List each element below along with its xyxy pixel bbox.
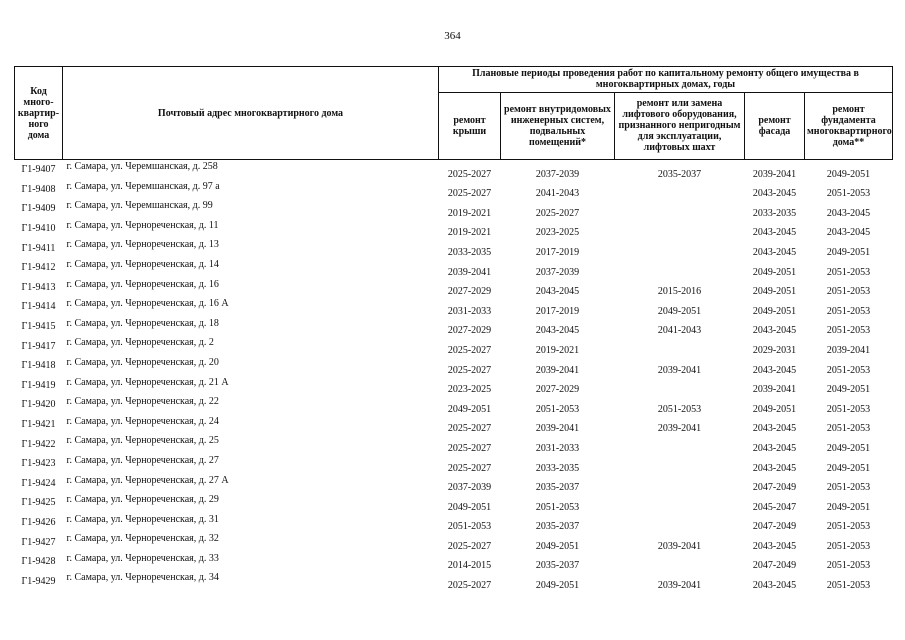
cell-address: г. Самара, ул. Чернореченская, д. 33 — [66, 552, 219, 564]
cell-roof: 2025-2027 — [447, 462, 492, 474]
cell-roof: 2023-2025 — [447, 384, 492, 396]
cell-address: г. Самара, ул. Чернореченская, д. 25 — [66, 435, 219, 447]
cell-elevator — [615, 376, 745, 396]
cell-elevator: 2049-2051 — [657, 305, 702, 317]
cell-foundation: 2051-2053 — [826, 580, 871, 592]
cell-elevator — [615, 434, 745, 454]
cell-roof: 2049-2051 — [447, 501, 492, 513]
table-row — [15, 552, 893, 572]
cell-roof: 2025-2027 — [439, 160, 501, 180]
cell-internal-systems: 2017-2019 — [535, 246, 580, 258]
cell-facade: 2029-2031 — [752, 344, 797, 356]
cell-address: г. Самара, ул. Чернореченская, д. 24 — [66, 415, 219, 427]
table-row — [15, 434, 893, 454]
cell-code: Г1-9410 — [21, 223, 56, 235]
cell-foundation: 2051-2053 — [826, 423, 871, 435]
cell-foundation: 2051-2053 — [826, 325, 871, 337]
table-row — [15, 532, 893, 552]
table-row — [15, 454, 893, 474]
cell-roof: 2051-2053 — [447, 521, 492, 533]
cell-internal-systems: 2031-2033 — [535, 442, 580, 454]
cell-facade: 2043-2045 — [752, 540, 797, 552]
cell-roof: 2031-2033 — [447, 305, 492, 317]
table-row — [15, 336, 893, 356]
table-row — [15, 258, 893, 278]
cell-elevator — [615, 258, 745, 278]
cell-roof: 2025-2027 — [447, 442, 492, 454]
capital-repair-table — [14, 66, 893, 591]
header-foundation: ремонт фундамента многоквартирного дома** — [805, 92, 893, 159]
cell-elevator — [615, 552, 745, 572]
cell-facade: 2047-2049 — [752, 482, 797, 494]
table-row — [15, 238, 893, 258]
cell-facade: 2033-2035 — [752, 207, 797, 219]
cell-facade: 2047-2049 — [752, 560, 797, 572]
cell-address: г. Самара, ул. Черемшанская, д. 97 а — [66, 180, 220, 192]
cell-internal-systems: 2023-2025 — [535, 227, 580, 239]
cell-roof: 2033-2035 — [447, 246, 492, 258]
cell-facade: 2043-2045 — [752, 325, 797, 337]
header-code: Код много-квартир-ного дома — [15, 67, 63, 160]
cell-internal-systems: 2051-2053 — [535, 403, 580, 415]
cell-internal-systems: 2037-2039 — [535, 266, 580, 278]
cell-foundation: 2049-2051 — [826, 246, 871, 258]
cell-address: г. Самара, ул. Чернореченская, д. 31 — [66, 513, 219, 525]
cell-internal-systems: 2035-2037 — [535, 521, 580, 533]
cell-foundation: 2051-2053 — [826, 266, 871, 278]
cell-foundation: 2051-2053 — [826, 560, 871, 572]
cell-roof: 2025-2027 — [447, 188, 492, 200]
cell-facade: 2049-2051 — [752, 305, 797, 317]
cell-roof: 2019-2021 — [447, 207, 492, 219]
cell-foundation: 2049-2051 — [826, 384, 871, 396]
cell-code: Г1-9408 — [21, 183, 56, 195]
cell-elevator — [615, 454, 745, 474]
table-row — [15, 297, 893, 317]
cell-address: г. Самара, ул. Чернореченская, д. 21 А — [66, 376, 229, 388]
cell-foundation: 2051-2053 — [826, 482, 871, 494]
cell-facade: 2045-2047 — [752, 501, 797, 513]
cell-internal-systems: 2027-2029 — [535, 384, 580, 396]
cell-internal-systems: 2017-2019 — [535, 305, 580, 317]
cell-internal-systems: 2035-2037 — [535, 560, 580, 572]
table-row — [15, 571, 893, 591]
cell-elevator — [615, 336, 745, 356]
header-internal-systems: ремонт внутридомовых инженерных систем, подвальных помещений* — [501, 92, 615, 159]
table-row — [15, 493, 893, 513]
cell-address: г. Самара, ул. Чернореченская, д. 16 — [66, 278, 219, 290]
cell-foundation: 2051-2053 — [826, 540, 871, 552]
cell-facade: 2047-2049 — [752, 521, 797, 533]
cell-code: Г1-9414 — [21, 301, 56, 313]
cell-elevator: 2015-2016 — [657, 286, 702, 298]
cell-address: г. Самара, ул. Чернореченская, д. 2 — [66, 337, 214, 349]
cell-code: Г1-9413 — [21, 281, 56, 293]
cell-internal-systems: 2025-2027 — [535, 207, 580, 219]
cell-elevator: 2039-2041 — [657, 364, 702, 376]
cell-code: Г1-9415 — [21, 321, 56, 333]
cell-roof: 2027-2029 — [447, 325, 492, 337]
cell-elevator — [615, 180, 745, 200]
cell-address: г. Самара, ул. Чернореченская, д. 27 А — [66, 474, 229, 486]
table-row — [15, 199, 893, 219]
cell-elevator: 2039-2041 — [657, 423, 702, 435]
table-row — [15, 317, 893, 337]
cell-roof: 2025-2027 — [447, 540, 492, 552]
cell-roof: 2037-2039 — [447, 482, 492, 494]
cell-address: г. Самара, ул. Чернореченская, д. 16 А — [66, 298, 229, 310]
cell-roof: 2025-2027 — [447, 344, 492, 356]
cell-address: г. Самара, ул. Чернореченская, д. 14 — [66, 258, 219, 270]
cell-roof: 2025-2027 — [447, 580, 492, 592]
header-facade: ремонт фасада — [745, 92, 805, 159]
cell-elevator: 2039-2041 — [657, 580, 702, 592]
cell-code: Г1-9420 — [21, 399, 56, 411]
cell-facade: 2039-2041 — [752, 384, 797, 396]
cell-internal-systems: 2035-2037 — [535, 482, 580, 494]
cell-elevator: 2039-2041 — [657, 540, 702, 552]
cell-roof: 2049-2051 — [447, 403, 492, 415]
cell-facade: 2043-2045 — [752, 188, 797, 200]
cell-roof: 2025-2027 — [447, 364, 492, 376]
cell-elevator — [615, 474, 745, 494]
cell-roof: 2039-2041 — [447, 266, 492, 278]
cell-code: Г1-9418 — [21, 360, 56, 372]
cell-address: г. Самара, ул. Чернореченская, д. 20 — [66, 356, 219, 368]
cell-roof: 2019-2021 — [447, 227, 492, 239]
cell-address: г. Самара, ул. Чернореченская, д. 34 — [66, 572, 219, 584]
cell-facade: 2039-2041 — [745, 160, 805, 180]
cell-facade: 2043-2045 — [752, 364, 797, 376]
cell-foundation: 2043-2045 — [826, 227, 871, 239]
cell-foundation: 2051-2053 — [826, 403, 871, 415]
cell-code: Г1-9419 — [21, 379, 56, 391]
cell-internal-systems: 2049-2051 — [535, 540, 580, 552]
cell-address: г. Самара, ул. Чернореченская, д. 27 — [66, 454, 219, 466]
cell-address: г. Самара, ул. Чернореченская, д. 18 — [66, 317, 219, 329]
cell-foundation: 2049-2051 — [826, 462, 871, 474]
cell-address: г. Самара, ул. Чернореченская, д. 29 — [66, 494, 219, 506]
cell-facade: 2043-2045 — [752, 580, 797, 592]
cell-elevator — [615, 493, 745, 513]
cell-facade: 2043-2045 — [752, 423, 797, 435]
header-periods-group: Плановые периоды проведения работ по капитальному ремонту общего имущества в многоквартирных домах, годы — [439, 67, 893, 93]
table-body — [15, 160, 893, 592]
cell-address: г. Самара, ул. Чернореченская, д. 22 — [66, 396, 219, 408]
cell-foundation: 2049-2051 — [826, 442, 871, 454]
cell-code: Г1-9427 — [21, 536, 56, 548]
cell-code: Г1-9412 — [21, 262, 56, 274]
cell-address: г. Самара, ул. Черноречeнская, д. 11 — [66, 219, 219, 231]
cell-elevator — [615, 238, 745, 258]
cell-internal-systems: 2043-2045 — [535, 325, 580, 337]
table-row — [15, 474, 893, 494]
cell-code: Г1-9417 — [21, 340, 56, 352]
cell-code: Г1-9421 — [21, 419, 56, 431]
cell-roof: 2025-2027 — [447, 423, 492, 435]
cell-internal-systems: 2019-2021 — [535, 344, 580, 356]
cell-internal-systems: 2033-2035 — [535, 462, 580, 474]
header-address: Почтовый адрес многоквартирного дома — [63, 67, 439, 160]
cell-elevator: 2041-2043 — [657, 325, 702, 337]
table-row — [15, 160, 893, 180]
cell-foundation: 2051-2053 — [826, 305, 871, 317]
cell-facade: 2043-2045 — [752, 227, 797, 239]
cell-foundation: 2049-2051 — [826, 501, 871, 513]
cell-code: Г1-9426 — [21, 516, 56, 528]
cell-foundation: 2051-2053 — [826, 286, 871, 298]
cell-foundation: 2051-2053 — [826, 521, 871, 533]
cell-elevator — [615, 219, 745, 239]
table-row — [15, 180, 893, 200]
cell-facade: 2043-2045 — [752, 442, 797, 454]
cell-foundation: 2051-2053 — [826, 364, 871, 376]
cell-address: г. Самара, ул. Чернореченская, д. 13 — [66, 239, 219, 251]
cell-internal-systems: 2039-2041 — [535, 423, 580, 435]
cell-address: г. Самара, ул. Чернореченская, д. 32 — [66, 533, 219, 545]
cell-internal-systems: 2037-2039 — [501, 160, 615, 180]
header-roof: ремонт крыши — [439, 92, 501, 159]
cell-elevator: 2035-2037 — [615, 160, 745, 180]
cell-foundation: 2049-2051 — [805, 160, 893, 180]
cell-internal-systems: 2043-2045 — [535, 286, 580, 298]
table-row — [15, 415, 893, 435]
header-elevator: ремонт или замена лифтового оборудования, признанного непригодным для эксплуатации, лифтовых шахт — [615, 92, 745, 159]
cell-code: Г1-9409 — [21, 203, 56, 215]
cell-facade: 2043-2045 — [752, 246, 797, 258]
table-row — [15, 513, 893, 533]
cell-facade: 2049-2051 — [752, 403, 797, 415]
table-row — [15, 278, 893, 298]
cell-address: г. Самара, ул. Черемшанская, д. 258 — [63, 160, 439, 180]
cell-foundation: 2051-2053 — [826, 188, 871, 200]
cell-elevator — [615, 513, 745, 533]
cell-code: Г1-9429 — [21, 575, 56, 587]
cell-code: Г1-9428 — [21, 556, 56, 568]
table-row — [15, 395, 893, 415]
cell-roof: 2027-2029 — [447, 286, 492, 298]
cell-code: Г1-9411 — [21, 242, 56, 254]
cell-facade: 2043-2045 — [752, 462, 797, 474]
page-number: 364 — [444, 30, 461, 42]
cell-facade: 2049-2051 — [752, 286, 797, 298]
cell-foundation: 2043-2045 — [826, 207, 871, 219]
cell-internal-systems: 2051-2053 — [535, 501, 580, 513]
table-row — [15, 376, 893, 396]
table-row — [15, 219, 893, 239]
cell-internal-systems: 2039-2041 — [535, 364, 580, 376]
cell-internal-systems: 2049-2051 — [535, 580, 580, 592]
cell-code: Г1-9423 — [21, 458, 56, 470]
cell-elevator: 2051-2053 — [657, 403, 702, 415]
cell-code: Г1-9424 — [21, 477, 56, 489]
cell-internal-systems: 2041-2043 — [535, 188, 580, 200]
cell-code: Г1-9422 — [21, 438, 56, 450]
cell-elevator — [615, 199, 745, 219]
table-row — [15, 356, 893, 376]
cell-address: г. Самара, ул. Черемшанская, д. 99 — [66, 200, 213, 212]
cell-roof: 2014-2015 — [447, 560, 492, 572]
cell-code: Г1-9407 — [15, 160, 63, 180]
cell-facade: 2049-2051 — [752, 266, 797, 278]
cell-code: Г1-9425 — [21, 497, 56, 509]
cell-foundation: 2039-2041 — [826, 344, 871, 356]
